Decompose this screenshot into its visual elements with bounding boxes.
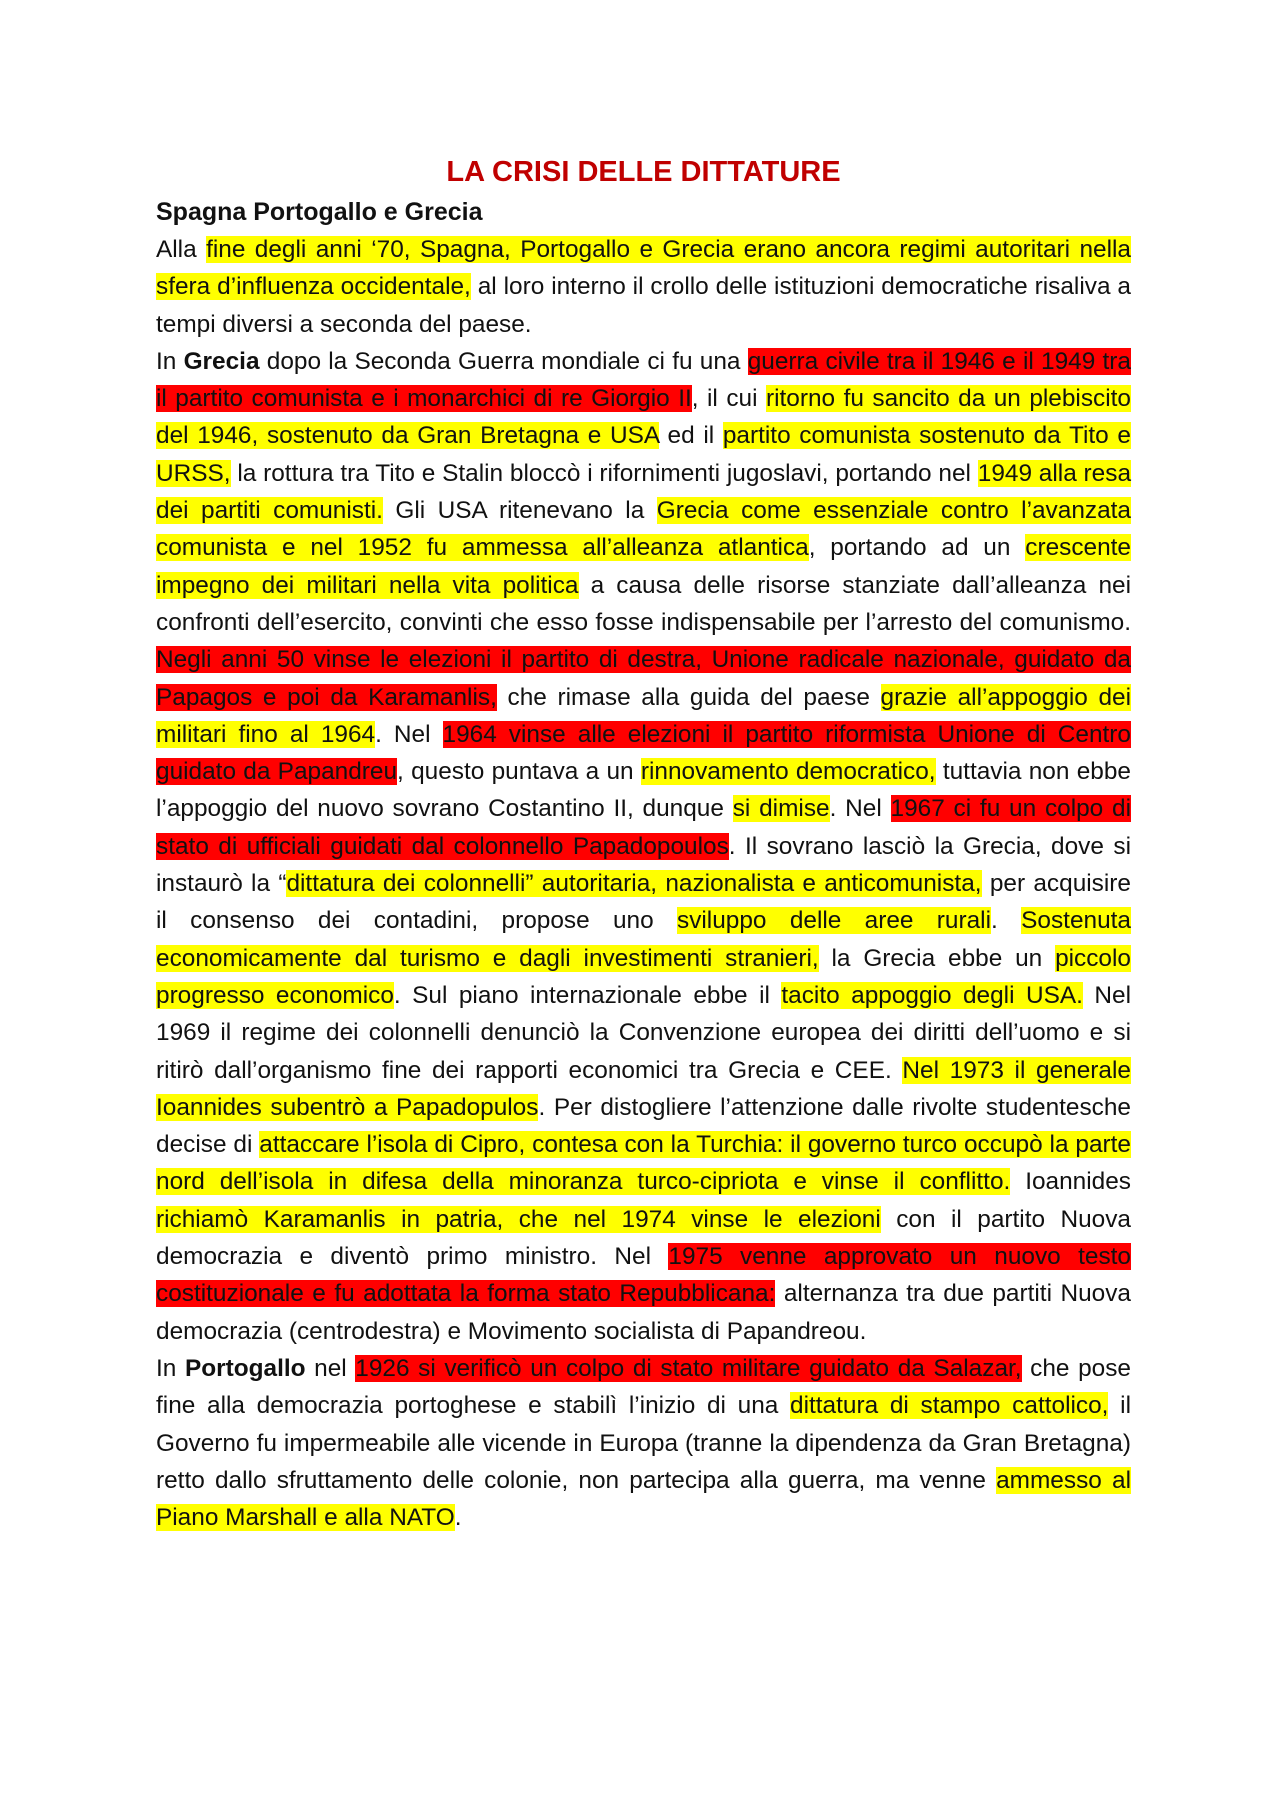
yellow-highlight: grazie all’appoggio dei militari fino al 1964 — [156, 683, 1131, 748]
yellow-highlight: Grecia come essenziale contro l’avanzata comunista e nel 1952 fu ammessa all’alleanza atlantica — [156, 497, 1131, 562]
text-run: alternanza tra due partiti Nuova democrazia (centrodestra) e Movimento socialista di Papandreou. — [156, 1280, 1131, 1345]
text-run: Alla — [156, 236, 207, 263]
red-highlight: Negli anni 50 vinse le elezioni il partito di destra, Unione radicale nazionale, guidato da Papagos e poi da Karamanlis, — [156, 646, 1131, 711]
text-run: per acquisire il consenso dei contadini, propose uno — [156, 870, 1131, 935]
paragraph-portogallo — [156, 1350, 1131, 1536]
text-run: il Governo fu impermeabile alle vicende in Europa (tranne la dipendenza da Gran Bretagna) retto dallo sfruttamento delle colonie, non partecipa alla guerra, ma venne — [156, 1392, 1131, 1494]
yellow-highlight: sviluppo delle aree rurali — [677, 907, 992, 935]
yellow-highlight: attaccare l’isola di Cipro, contesa con la Turchia: il governo turco occupò la parte nord dell’isola in difesa della minoranza turco-cipriota e vinse il conflitto. — [156, 1131, 1131, 1196]
text-run: . Nel — [829, 795, 891, 823]
yellow-highlight: dittatura dei colonnelli” autoritaria, nazionalista e anticomunista, — [286, 870, 982, 898]
red-highlight: guerra civile tra il 1946 e il 1949 tra il partito comunista e i monarchici di re Giorgio II — [156, 347, 1131, 413]
bold-term: Grecia — [183, 347, 260, 375]
yellow-highlight: richiamò Karamanlis in patria, che nel 1974 vinse le elezioni — [156, 1205, 881, 1233]
yellow-highlight: ritorno fu sancito da un plebiscito del 1946, sostenuto da Gran Bretagna e USA — [156, 385, 1132, 450]
text-run: ed il — [658, 422, 723, 450]
text-run: . Il sovrano lasciò la Grecia, dove si instaurò la “ — [156, 832, 1131, 898]
text-run: In — [156, 347, 184, 375]
bold-term: Portogallo — [184, 1354, 306, 1382]
text-run: dopo la Seconda Guerra mondiale ci fu una — [259, 347, 748, 375]
yellow-highlight: crescente impegno dei militari nella vita politica — [156, 534, 1131, 599]
yellow-highlight: Sostenuta economicamente dal turismo e dagli investimenti stranieri, — [156, 907, 1131, 972]
text-run: . — [454, 1504, 462, 1532]
document-page — [156, 150, 1131, 1536]
red-highlight: 1964 vinse alle elezioni il partito riformista Unione di Centro guidato da Papandreu — [156, 720, 1131, 786]
text-run: a causa delle risorse stanziate dall’alleanza nei confronti dell’esercito, convinti che esso fosse indispensabile per l’arresto del comunismo. — [156, 571, 1131, 636]
paragraph-grecia — [156, 343, 1131, 1350]
text-run: al loro interno il crollo delle istituzioni democratiche risaliva a tempi diversi a seconda del paese. — [156, 273, 1131, 338]
text-run: . Per distogliere l’attenzione dalle rivolte studentesche decise di — [156, 1093, 1131, 1159]
text-run: In — [156, 1354, 185, 1382]
red-highlight: 1975 venne approvato un nuovo testo costituzionale e fu adottata la forma stato Repubblicana: — [156, 1243, 1131, 1308]
document-title: LA CRISI DELLE DITTATURE — [446, 156, 841, 188]
red-highlight: 1926 si verificò un colpo di stato militare guidato da Salazar, — [355, 1354, 1022, 1382]
yellow-highlight: partito comunista sostenuto da Tito e URSS, — [156, 422, 1131, 487]
text-run: , portando ad un — [808, 534, 1026, 562]
text-run: nel — [305, 1354, 356, 1382]
text-run: la Grecia ebbe un — [818, 944, 1056, 972]
yellow-highlight: 1949 alla resa dei partiti comunisti. — [156, 459, 1132, 525]
text-run: con il partito Nuova democrazia e diventò primo ministro. Nel — [156, 1205, 1131, 1271]
text-run: che rimase alla guida del paese — [496, 683, 881, 711]
yellow-highlight: fine degli anni ‘70, Spagna, Portogallo e Grecia erano ancora regimi autoritari nella sfera d’influenza occidentale, — [156, 236, 1132, 301]
yellow-highlight: rinnovamento democratico, — [640, 758, 936, 786]
text-run: che pose fine alla democrazia portoghese e stabilì l’inizio di una — [156, 1354, 1131, 1420]
yellow-highlight: dittatura di stampo cattolico, — [790, 1392, 1109, 1420]
yellow-highlight: piccolo progresso economico — [156, 944, 1131, 1009]
yellow-highlight: si dimise — [732, 795, 830, 823]
section-heading: Spagna Portogallo e Grecia — [156, 198, 483, 226]
text-run: tuttavia non ebbe l’appoggio del nuovo sovrano Costantino II, dunque — [156, 758, 1131, 823]
text-run: . Nel — [375, 720, 443, 748]
text-run: . Sul piano internazionale ebbe il — [393, 981, 782, 1009]
yellow-highlight: ammesso al Piano Marshall e alla NATO — [156, 1466, 1131, 1532]
text-run: Ioannides — [1010, 1168, 1131, 1196]
text-run: . — [991, 907, 1022, 935]
text-run: Gli USA ritenevano la — [382, 497, 657, 525]
paragraph-intro — [156, 231, 1131, 343]
yellow-highlight: Nel 1973 il generale Ioannides subentrò a Papadopulos — [156, 1056, 1131, 1121]
yellow-highlight: tacito appoggio degli USA. — [781, 981, 1083, 1009]
red-highlight: 1967 ci fu un colpo di stato di ufficiali guidati dal colonnello Papadopoulos — [156, 795, 1132, 860]
text-run: Nel 1969 il regime dei colonnelli denunciò la Convenzione europea dei diritti dell’uomo e si ritirò dall’organismo fine dei rapporti economici tra Grecia e CEE. — [156, 981, 1131, 1084]
text-run: , il cui — [691, 385, 766, 413]
text-run: la rottura tra Tito e Stalin bloccò i rifornimenti jugoslavi, portando nel — [230, 459, 978, 487]
text-run: , questo puntava a un — [397, 758, 641, 786]
